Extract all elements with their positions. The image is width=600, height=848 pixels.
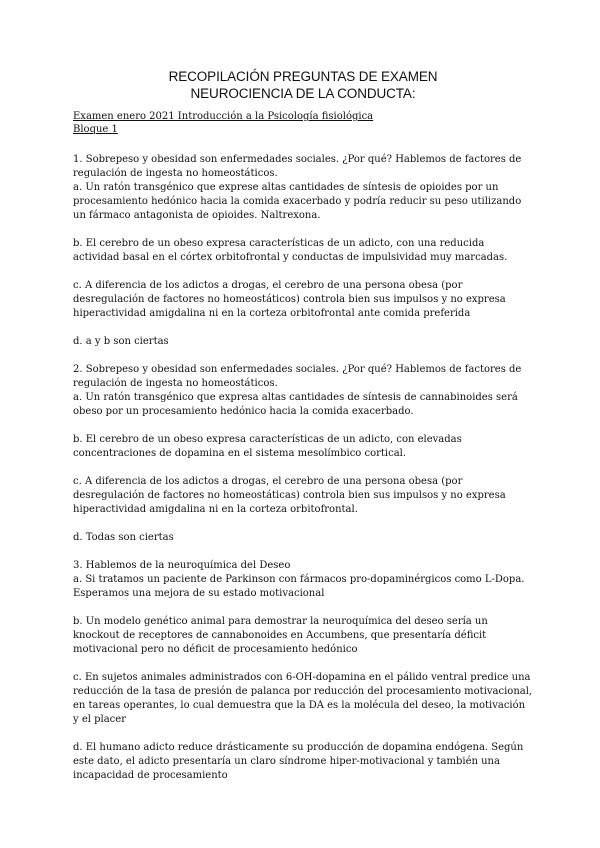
title-line-1: RECOPILACIÓN PREGUNTAS DE EXAMEN	[168, 69, 438, 84]
question-2	[73, 363, 533, 545]
question-3-option-b: b. Un modelo genético animal para demostrar la neuroquímica del deseo sería un knockout de receptores de cannabonoides en Accumbens, que presentaría déficit motivacional pero no déficit de procesamiento hedónico	[73, 616, 488, 655]
question-1-stem: 1. Sobrepeso y obesidad son enfermedades sociales. ¿Por qué? Hablemos de factores de regulación de ingesta no homeostáticos.	[73, 154, 522, 179]
questions-list	[73, 153, 533, 783]
question-3-option-d: d. El humano adicto reduce drásticamente su producción de dopamina endógena. Según este dato, el adicto presentaría un claro síndrome hiper-motivacional y también una incapacidad de procesamiento	[73, 742, 524, 781]
question-1-option-d: d. a y b son ciertas	[73, 336, 169, 347]
question-1	[73, 153, 533, 349]
question-2-option-d: d. Todas son ciertas	[73, 532, 174, 543]
question-1-option-a: a. Un ratón transgénico que exprese altas cantidades de síntesis de opioides por un procesamiento hedónico hacia la comida exacerbado y podría reducir su peso utilizando un fármaco antagonista de opioides. Naltrexona.	[73, 182, 522, 221]
block-heading: Bloque 1	[73, 124, 118, 135]
question-2-option-a: a. Un ratón transgénico que expresa altas cantidades de síntesis de cannabinoides será obeso por un procesamiento hedónico hacia la comida exacerbado.	[73, 392, 518, 417]
question-2-option-c: c. A diferencia de los adictos a drogas, el cerebro de una persona obesa (por desregulación de factores no homeostáticas) controla bien sus impulsos y no expresa hiperactividad amigdalina ni en la corteza orbitofrontal.	[73, 476, 506, 515]
question-3-stem: 3. Hablemos de la neuroquímica del Deseo	[73, 560, 291, 571]
document-meta	[73, 110, 533, 136]
question-1-option-c: c. A diferencia de los adictos a drogas, el cerebro de una persona obesa (por desregulación de factores no homeostáticos) controla bien sus impulsos y no expresa hiperactividad amigdalina ni en la corteza orbitofrontal ante comida preferida	[73, 280, 506, 319]
title-line-2: NEUROCIENCIA DE LA CONDUCTA:	[190, 86, 416, 101]
question-2-stem: 2. Sobrepeso y obesidad son enfermedades sociales. ¿Por qué? Hablemos de factores de regulación de ingesta no homeostáticos.	[73, 364, 522, 389]
question-2-option-b: b. El cerebro de un obeso expresa características de un adicto, con elevadas concentraciones de dopamina en el sistema mesolímbico cortical.	[73, 434, 462, 459]
exam-heading: Examen enero 2021 Introducción a la Psicología fisiológica	[73, 111, 374, 122]
document-title	[73, 68, 533, 102]
question-3-option-a: a. Si tratamos un paciente de Parkinson con fármacos pro-dopaminérgicos como L-Dopa. Esperamos una mejora de su estado motivacional	[73, 574, 525, 599]
question-1-option-b: b. El cerebro de un obeso expresa características de un adicto, con una reducida actividad basal en el córtex orbitofrontal y conductas de impulsividad muy marcadas.	[73, 238, 508, 263]
question-3-option-c: c. En sujetos animales administrados con 6-OH-dopamina en el pálido ventral predice una reducción de la tasa de presión de palanca por reducción del procesamiento motivacional, en tareas operantes, lo cual demuestra que la DA es la molécula del deseo, la motivación y el placer	[73, 672, 533, 725]
document-page	[73, 68, 533, 783]
question-3	[73, 559, 533, 783]
